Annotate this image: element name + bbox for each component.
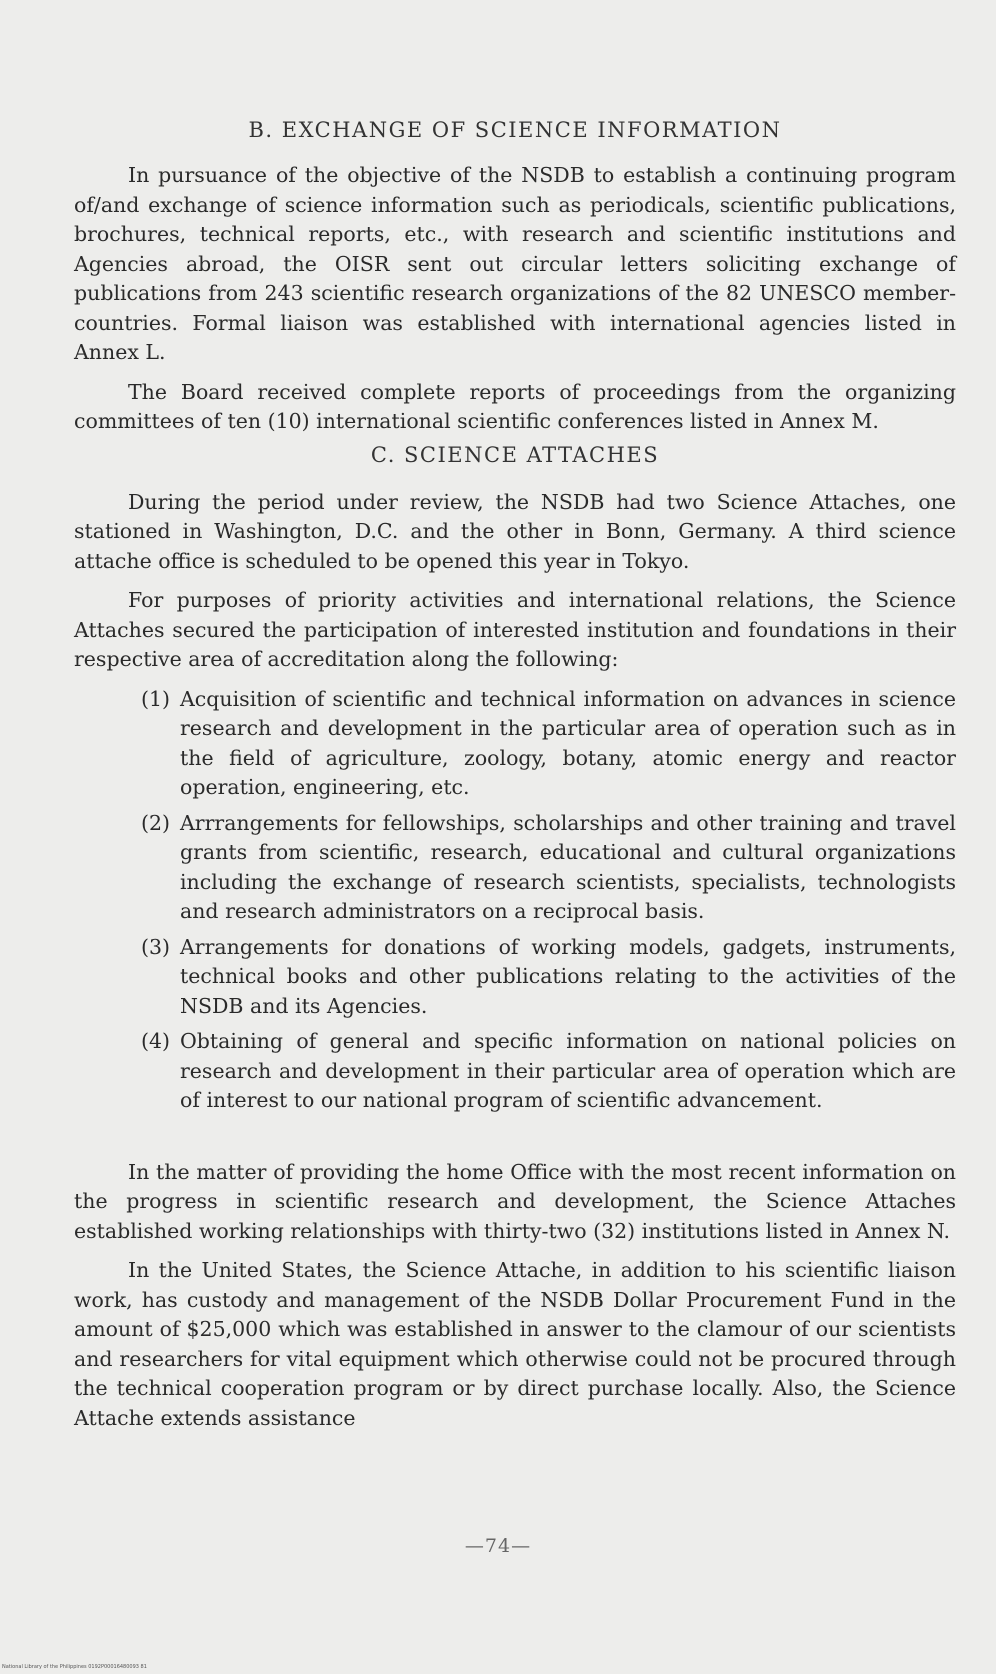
list-item-number: (1) (140, 686, 170, 711)
section-b-paragraph-1: In pursuance of the objective of the NSDB to establish a continuing program of/and exchange of science information such as periodicals, scientific publications, brochures, technical reports, etc., with research and scientific institutions and Agencies abroad, the OISR sent out circular letters soliciting exchange of publications from 243 scientific research organizations of the 82 UNESCO member-countries. Formal liaison was established with international agencies listed in Annex L. (74, 163, 956, 364)
list-item (74, 685, 956, 803)
section-c-heading: C. SCIENCE ATTACHES (370, 442, 660, 467)
list-item-text: Obtaining of general and specific information on national policies on research and development in their particular area of operation which are of interest to our national program of scientific advancement. (180, 1029, 956, 1112)
closing-paragraph-1: In the matter of providing the home Office with the most recent information on the progress in scientific research and development, the Science Attaches established working relationships with thirty-two (32) institutions listed in Annex N. (74, 1159, 956, 1243)
section-b-paragraph-2: The Board received complete reports of proceedings from the organizing committees of ten (10) international scientific conferences listed in Annex M. (74, 379, 956, 433)
list-item-number: (2) (140, 810, 170, 835)
list-item (74, 1027, 956, 1116)
section-c-paragraph-2: For purposes of priority activities and international relations, the Science Attaches secured the participation of interested institution and foundations in their respective area of accreditation along the following: (74, 588, 956, 671)
activities-list (74, 685, 956, 1116)
page-number: —74— (464, 1535, 532, 1557)
closing-paragraph-2: In the United States, the Science Attache, in addition to his scientific liaison work, has custody and management of the NSDB Dollar Procurement Fund in the amount of $25,000 which was established in answer to the clamour of our scientists and researchers for vital equipment which otherwise could not be procured through the technical cooperation program or by direct purchase locally. Also, the Science Attache extends assistance (74, 1258, 956, 1430)
scan-footer-note: National Library of the Philippines 0192P00016480093 81 (2, 1664, 147, 1670)
list-item-number: (4) (140, 1029, 170, 1053)
list-item (74, 933, 956, 1022)
section-c-paragraph-1: During the period under review, the NSDB had two Science Attaches, one stationed in Washington, D.C. and the other in Bonn, Germany. A third science attache office is scheduled to be opened this year in Tokyo. (74, 489, 956, 573)
list-item-text: Acquisition of scientific and technical information on advances in science research and development in the particular area of operation such as in the field of agriculture, zoology, botany, atomic energy and reactor operation, engineering, etc. (180, 686, 956, 799)
section-b-heading: B. EXCHANGE OF SCIENCE INFORMATION (248, 118, 782, 142)
list-item-text: Arrangements for donations of working models, gadgets, instruments, technical books and other publications relating to the activities of the NSDB and its Agencies. (180, 934, 956, 1018)
list-item-number: (3) (140, 934, 170, 959)
page-content (74, 118, 956, 1433)
list-item-text: Arrrangements for fellowships, scholarships and other training and travel grants from scientific, research, educational and cultural organizations including the exchange of research scientists, specialists, technologists and research administrators on a reciprocal basis. (180, 810, 956, 923)
list-item (74, 809, 956, 927)
